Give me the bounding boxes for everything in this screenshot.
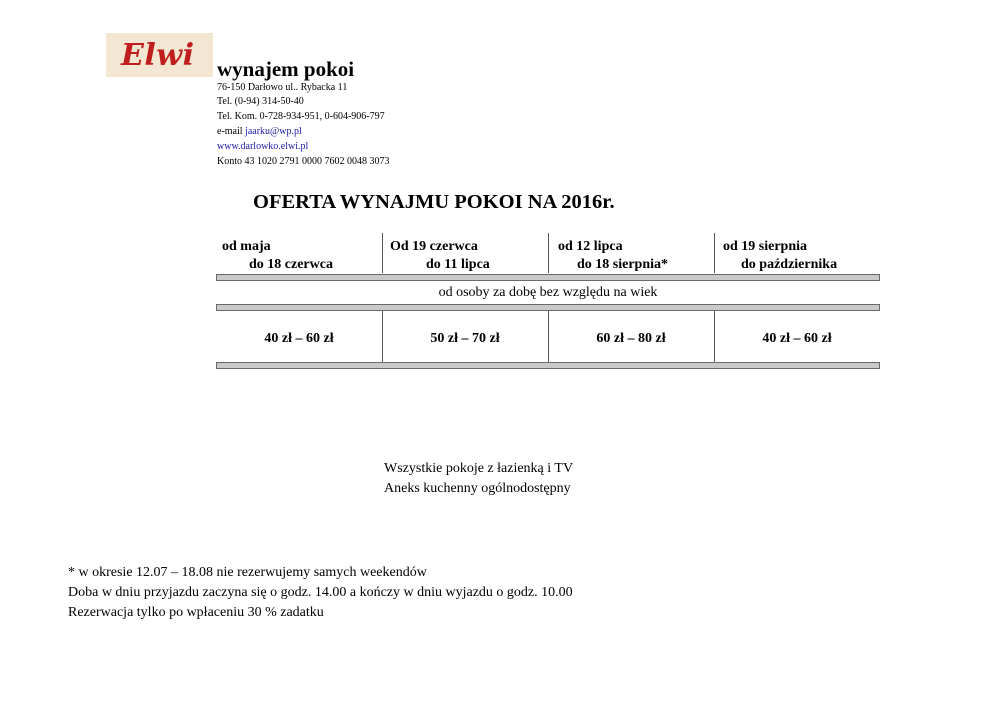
phone: Tel. (0-94) 314-50-40	[217, 96, 304, 107]
period-4-start: od 19 sierpnia	[723, 239, 808, 254]
offer-title: OFERTA WYNAJMU POKOI NA 2016r.	[253, 191, 615, 213]
brand-title: wynajem pokoi	[217, 57, 355, 81]
amenity-kitchen: Aneks kuchenny ogólnodostępny	[384, 481, 571, 496]
period-2-end: do 11 lipca	[426, 257, 490, 272]
table-band-top	[216, 274, 880, 281]
period-2-start: Od 19 czerwca	[390, 239, 478, 254]
table-band-bottom	[216, 362, 880, 369]
weekend-note: * w okresie 12.07 – 18.08 nie rezerwujemy samych weekendów	[68, 565, 427, 580]
email-line	[217, 126, 302, 138]
deposit-note: Rezerwacja tylko po wpłaceniu 30 % zadatku	[68, 605, 324, 620]
column-divider	[714, 233, 715, 273]
price-period-3: 60 zł – 80 zł	[596, 331, 666, 346]
address: 76-150 Darłowo ul.. Rybacka 11	[217, 82, 348, 93]
column-divider	[382, 233, 383, 273]
period-1-end: do 18 czerwca	[249, 257, 333, 272]
period-3-start: od 12 lipca	[558, 239, 623, 254]
price-period-1: 40 zł – 60 zł	[264, 331, 334, 346]
amenity-rooms: Wszystkie pokoje z łazienką i TV	[384, 461, 574, 476]
period-1-start: od maja	[222, 239, 271, 254]
bank-account: Konto 43 1020 2791 0000 7602 0048 3073	[217, 156, 390, 167]
email-label: e-mail	[217, 126, 246, 137]
price-period-2: 50 zł – 70 zł	[430, 331, 500, 346]
website-link[interactable]: www.darlowko.elwi.pl	[217, 141, 309, 152]
period-3-end: do 18 sierpnia*	[577, 257, 669, 272]
period-4-end: do października	[741, 257, 838, 272]
column-divider	[548, 233, 549, 273]
table-band-middle	[216, 304, 880, 311]
price-basis-note: od osoby za dobę bez względu na wiek	[438, 285, 658, 300]
checkin-checkout-note: Doba w dniu przyjazdu zaczyna się o godz. 14.00 a kończy w dniu wyjazdu o godz. 10.00	[68, 585, 573, 600]
company-logo: Elwi	[121, 38, 195, 73]
email-link[interactable]: jaarku@wp.pl	[245, 126, 302, 137]
mobile-phone: Tel. Kom. 0-728-934-951, 0-604-906-797	[217, 111, 385, 122]
price-period-4: 40 zł – 60 zł	[762, 331, 832, 346]
